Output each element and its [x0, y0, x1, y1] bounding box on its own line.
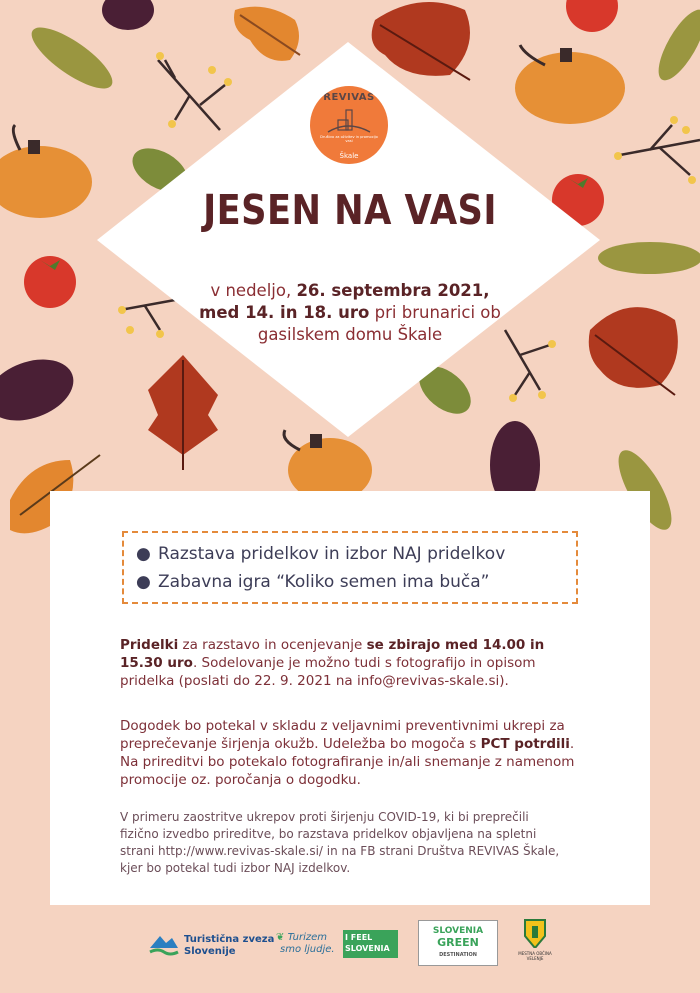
mountain-wave-icon [148, 930, 180, 956]
turisticna-zveza-logo: Turistična zveza Slovenije [148, 930, 180, 959]
event-date-location [170, 280, 530, 346]
location-line2: gasilskem domu Škale [257, 325, 443, 344]
location-line1: pri brunarici ob [369, 303, 501, 322]
time: med 14. in 18. uro [199, 303, 370, 322]
program-item: ● Razstava pridelkov in izbor NAJ pridelkov [128, 541, 576, 569]
covid-measures-paragraph: Dogodek bo potekal v skladu z veljavnimi preventivnimi ukrepi za preprečevanje širjenja okužb. Udeležba bo mogoča s PCT potrdili. Na prireditvi bo potekalo fotografiranje in/ali snemanje z namenom promocije oz. poročanja o dogodku. [120, 718, 575, 788]
mestna-obcina-velenje-logo: MESTNA OBČINA VELENJE [515, 918, 555, 961]
slovenia-green-logo: SLOVENIA GREEN DESTINATION [418, 920, 498, 966]
coat-of-arms-icon [523, 918, 547, 948]
turizem-smo-ljudje-logo: ❦ Turizem smo ljudje. [276, 932, 335, 955]
produce-collection-paragraph: Pridelki za razstavo in ocenjevanje se zbirajo med 14.00 in 15.30 uro. Sodelovanje je možno tudi s fotografijo in opisom pridelka (poslati do 22. 9. 2021 na info@revivas-skale.si). [120, 637, 545, 689]
covid-fallback-paragraph: V primeru zaostritve ukrepov proti širjenju COVID-19, ki bi preprečili fizično izvedbo prireditve, bo razstava pridelkov objavljena na spletni strani http://www.revivas-skale.si/ in na FB strani Društva REVIVAS Škale, kjer bo potekal tudi izbor NAJ izdelkov. [120, 810, 560, 875]
program-list [122, 531, 578, 604]
logo-place: Škale [339, 152, 359, 160]
revivas-logo [310, 86, 388, 164]
leaf-icon: ❦ [276, 932, 285, 943]
logo-tagline: Društvo za oživitev in promocijo vasi [320, 135, 378, 144]
bullet-icon: ● [136, 572, 151, 592]
date-prefix: v nedeljo, [210, 281, 297, 300]
sponsor-logos [0, 912, 700, 982]
bullet-icon: ● [136, 544, 151, 564]
logo-brand: REVIVAS [323, 92, 375, 103]
event-title: JESEN NA VASI [203, 186, 497, 234]
info-card [50, 491, 650, 905]
i-feel-slovenia-logo: I FEEL SLOVENIA [343, 930, 398, 958]
date: 26. septembra 2021, [296, 281, 490, 300]
program-item: ● Zabavna igra “Koliko semen ima buča” [128, 569, 576, 597]
